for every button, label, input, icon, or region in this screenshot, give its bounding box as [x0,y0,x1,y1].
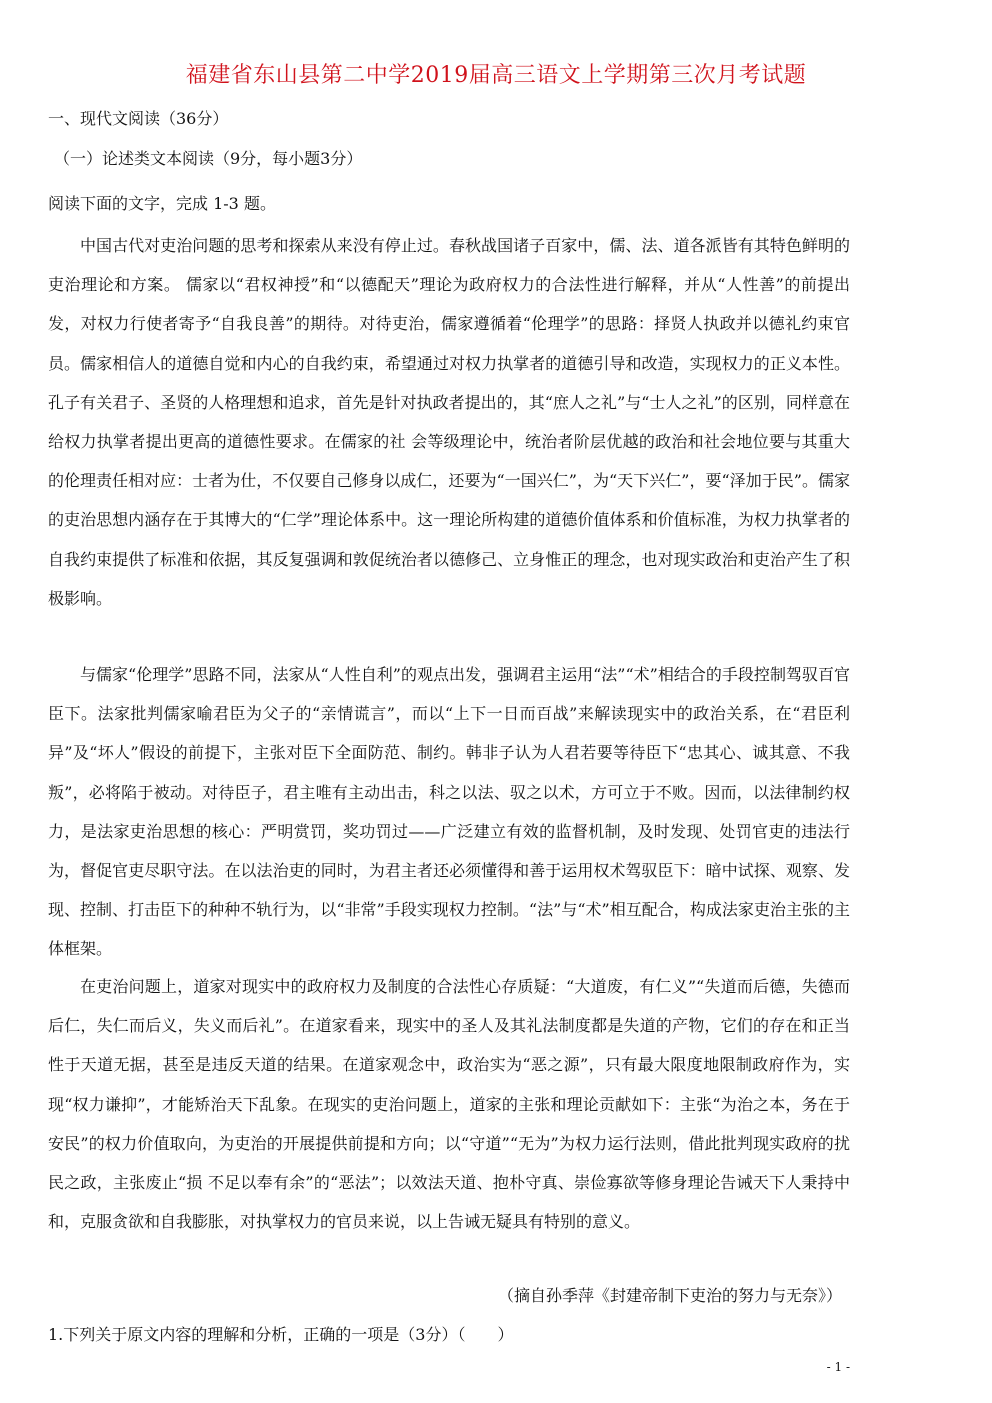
page-number: - 1 - [826,1360,850,1374]
question-1: 1.下列关于原文内容的理解和分析，正确的一项是（3分）（ ） [48,1325,514,1344]
paragraph-taoist: 在吏治问题上，道家对现实中的政府权力及制度的合法性心存质疑：“大道废，有仁义”“失道而后德，失德而后仁，失仁而后义，失义而后礼”。在道家看来，现实中的圣人及其礼法制度都是失道的产物，它们的存在和正当性于天道无据，甚至是违反天道的结果。在道家观念中，政治实为“恶之源”，只有最大限度地限制政府作为，实现“权力谦抑”，才能矫治天下乱象。在现实的吏治问题上，道家的主张和理论贡献如下：主张“为治之本，务在于安民”的权力价值取向，为吏治的开展提供前提和方向；以“守道”“无为”为权力运行法则，借此批判现实政府的扰民之政，主张废止“损 不足以奉有余”的“恶法”；以效法天道、抱朴守真、崇俭寡欲等修身理论告诫天下人秉持中和，克服贪欲和自我膨胀，对执掌权力的官员来说，以上告诫无疑具有特别的意义。 [48,977,850,1232]
document-title: 福建省东山县第二中学2019届高三语文上学期第三次月考试题 [185,63,807,88]
paragraph-confucian: 中国古代对吏治问题的思考和探索从来没有停止过。春秋战国诸子百家中，儒、法、道各派皆有其特色鲜明的吏治理论和方案。 儒家以“君权神授”和“以德配天”理论为政府权力的合法性进行解释，并从“人性善”的前提出发，对权力行使者寄予“自我良善”的期待。对待吏治，儒家遵循着“伦理学”的思路：择贤人执政并以德礼约束官员。儒家相信人的道德自觉和内心的自我约束，希望通过对权力执掌者的道德引导和改造，实现权力的正义本性。孔子有关君子、圣贤的人格理想和追求，首先是针对执政者提出的，其“庶人之礼”与“士人之礼”的区别，同样意在给权力执掌者提出更高的道德性要求。在儒家的社 会等级理论中，统治者阶层优越的政治和社会地位要与其重大的伦理责任相对应：士者为仕，不仅要自己修身以成仁，还要为“一国兴仁”，为“天下兴仁”，要“泽加于民”。儒家的吏治思想内涵存在于其博大的“仁学”理论体系中。这一理论所构建的道德价值体系和价值标准，为权力执掌者的自我约束提供了标准和依据，其反复强调和敦促统治者以德修己、立身惟正的理念，也对现实政治和吏治产生了积极影响。 [48,236,850,608]
subsection-heading: （一）论述类文本阅读（9分，每小题3分） [54,149,363,168]
paragraph-legalist: 与儒家“伦理学”思路不同，法家从“人性自利”的观点出发，强调君主运用“法”“术”相结合的手段控制驾驭百官臣下。法家批判儒家喻君臣为父子的“亲情谎言”，而以“上下一日而百战”来解读现实中的政治关系，在“君臣利异”及“坏人”假设的前提下，主张对臣下全面防范、制约。韩非子认为人君若要等待臣下“忠其心、诚其意、不我叛”，必将陷于被动。对待臣子，君主唯有主动出击，科之以法、驭之以术，方可立于不败。因而，以法律制约权力，是法家吏治思想的核心：严明赏罚，奖功罚过——广泛建立有效的监督机制，及时发现、处罚官吏的违法行为，督促官吏尽职守法。在以法治吏的同时，为君主者还必须懂得和善于运用权术驾驭臣下：暗中试探、观察、发现、控制、打击臣下的种种不轨行为，以“非常”手段实现权力控制。“法”与“术”相互配合，构成法家吏治主张的主体框架。 [48,665,850,959]
reading-instruction: 阅读下面的文字，完成 1-3 题。 [48,194,276,213]
source-citation: （摘自孙季萍《封建帝制下吏治的努力与无奈》） [497,1286,842,1305]
section-heading: 一、现代文阅读（36分） [48,109,229,128]
